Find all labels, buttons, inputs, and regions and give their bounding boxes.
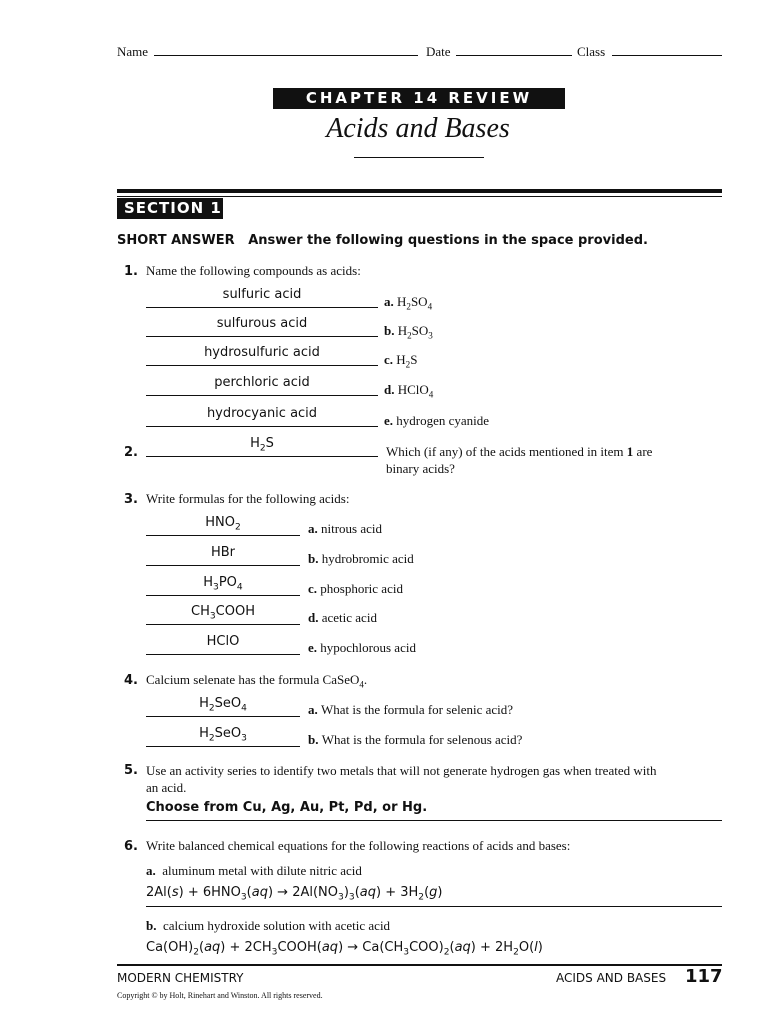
section-rule-thick [117,189,722,193]
q1-item-formula: HClO$_4$ [397,382,434,400]
footer-rule [117,964,722,966]
date-field[interactable] [456,55,572,56]
q1-answer-line[interactable] [146,375,378,396]
q3-item-text: hydrobromic acid [321,551,414,566]
q6-number: 6. [124,839,138,854]
date-label: Date [426,44,451,59]
q3-answer-line[interactable] [146,604,300,625]
q3-answer: $CH_3COOH$ [191,604,255,622]
q6-prompt: Write balanced chemical equations for the following reactions of acids and bases: [146,838,571,853]
q5-answer-line[interactable] [146,800,722,821]
q4-number: 4. [124,673,138,688]
q1-item-label [384,323,433,339]
page-title: Acids and Bases [326,113,510,144]
q1-item-formula: $H_2SO_4$ [397,294,433,312]
q4-prompt: Calcium selenate has the formula CaSeO$_4$. [146,672,368,690]
q3-item-text: nitrous acid [321,521,383,536]
q1-item-formula: hydrogen cyanide [396,413,490,428]
q1-item-label [384,294,432,310]
q3-item-label [308,581,403,597]
q3-item-letter: e. [308,640,318,655]
q1-item-label [384,352,417,368]
name-field[interactable] [154,55,418,56]
q5-number: 5. [124,763,138,778]
q3-answer: HBr [210,545,236,560]
instructions [117,233,648,248]
q6b [146,918,390,934]
q3-item-text: phosphoric acid [320,581,403,596]
copyright: Copyright © by Holt, Rinehart and Winston. All rights reserved. [117,991,323,1000]
q4-item-text: What is the formula for selenic acid? [321,702,514,717]
q4-answer: $H_2SeO_3$ [199,726,247,744]
q6a-letter: a. [146,863,156,878]
q5-prompt-line2: an acid. [146,780,187,795]
q3-item-letter: b. [308,551,319,566]
q4-item-label [308,702,513,718]
q1-item-letter: c. [384,352,394,367]
q4-item-text: What is the formula for selenous acid? [321,732,523,747]
q6a [146,863,362,879]
q3-item-text: acetic acid [321,610,377,625]
q2-question-line1: Which (if any) of the acids mentioned in item 1 are [386,444,653,459]
q4-item-letter: b. [308,732,319,747]
q1-answer-line[interactable] [146,287,378,308]
q6b-letter: b. [146,918,157,933]
q1-answer-line[interactable] [146,345,378,366]
q2-answer: $H_2S$ [250,436,274,454]
q5-answer: Choose from Cu, Ag, Au, Pt, Pd, or Hg. [146,800,428,815]
q4-item-letter: a. [308,702,318,717]
q1-number: 1. [124,264,138,279]
class-label: Class [577,44,606,59]
q1-answer: perchloric acid [214,375,310,390]
q3-prompt: Write formulas for the following acids: [146,491,350,506]
instructions-text: Answer the following questions in the space provided. [248,233,648,248]
q1-answer: sulfurous acid [216,316,308,331]
q3-item-label [308,610,377,626]
q4-answer-line[interactable] [146,726,300,747]
instructions-lead: SHORT ANSWER [117,233,235,248]
q5-prompt [146,762,722,796]
q3-item-letter: c. [308,581,318,596]
q3-number: 3. [124,492,138,507]
footer-left: MODERN CHEMISTRY [117,971,244,985]
q6b-answer: $Ca(OH)_2(aq)$ + $2CH_3COOH(aq) \to Ca(CH_3COO)_2(aq) + 2H_2O(l)$ [146,940,543,958]
q2-number: 2. [124,445,138,460]
q6b-text: calcium hydroxide solution with acetic acid [162,918,391,933]
q3-answer-line[interactable] [146,515,300,536]
footer-right: ACIDS AND BASES [556,971,667,985]
q6a-answer-line[interactable] [146,885,722,907]
q3-answer-line[interactable] [146,634,300,655]
q2-answer-line[interactable] [146,436,378,457]
q3-answer: $HNO_2$ [205,515,241,533]
q1-item-letter: d. [384,382,395,397]
section-rule-thin [117,196,722,197]
q3-answer: $H_3PO_4$ [203,575,243,593]
q5-prompt-line1: Use an activity series to identify two metals that will not generate hydrogen gas when treated with [146,763,657,778]
q1-answer-line[interactable] [146,316,378,337]
q3-item-text: hypochlorous acid [320,640,416,655]
q1-answer: sulfuric acid [222,287,302,302]
q1-item-label [384,413,489,429]
q1-item-label [384,382,433,398]
q3-item-letter: a. [308,521,318,536]
q6a-answer: $2Al(s) + 6HNO_3(aq) \to 2Al(NO_3)_3(aq) + 3H_2(g)$ [146,885,443,903]
q3-item-label [308,640,416,656]
section-tab: SECTION 1 [117,198,223,219]
q3-answer-line[interactable] [146,545,300,566]
chapter-banner: CHAPTER 14 REVIEW [273,88,565,109]
q1-answer-line[interactable] [146,406,378,427]
q3-answer-line[interactable] [146,575,300,596]
q4-answer: $H_2SeO_4$ [199,696,247,714]
q1-item-letter: e. [384,413,394,428]
q2-question-line2: binary acids? [386,461,455,476]
q3-item-label [308,551,414,567]
name-label: Name [117,44,149,59]
q1-item-formula: $H_2S$ [396,352,418,370]
q3-item-letter: d. [308,610,319,625]
q1-answer: hydrosulfuric acid [204,345,320,360]
q3-answer: HClO [206,634,240,649]
q1-prompt: Name the following compounds as acids: [146,263,361,278]
class-field[interactable] [612,55,722,56]
q1-item-letter: b. [384,323,395,338]
q3-item-label [308,521,382,537]
q6b-answer-line[interactable] [146,940,722,960]
q1-item-letter: a. [384,294,394,309]
q1-item-formula: $H_2SO_3$ [397,323,433,341]
q4-answer-line[interactable] [146,696,300,717]
q4-item-label [308,732,522,748]
title-underline [354,157,484,158]
page-number: 117 [685,966,723,987]
q2-question [386,443,722,477]
q6a-text: aluminum metal with dilute nitric acid [162,863,362,878]
q1-answer: hydrocyanic acid [206,406,318,421]
